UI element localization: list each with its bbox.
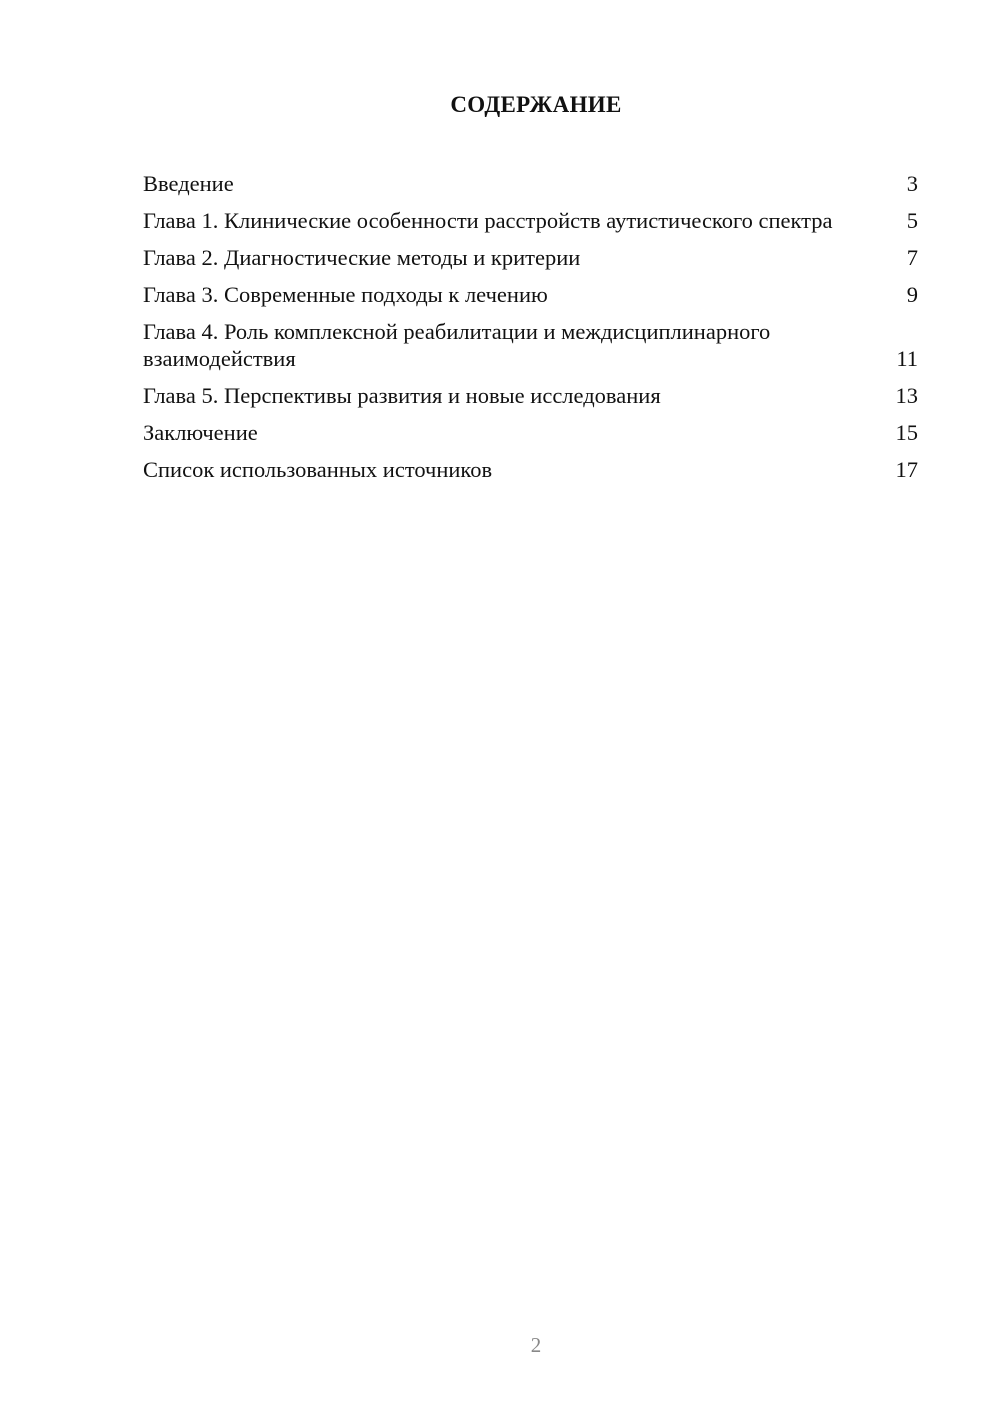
toc-entry-page: 13 [895, 383, 918, 408]
toc-entry-chapter-5 [143, 382, 918, 409]
toc-entry-chapter-4 [143, 318, 918, 372]
toc-entry-chapter-2 [143, 244, 918, 271]
toc-entry-title: Введение [143, 171, 234, 196]
toc-entry-page: 15 [895, 420, 918, 445]
toc-entry-title: Глава 3. Современные подходы к лечению [143, 282, 548, 307]
toc-entry-page: 3 [906, 171, 918, 196]
page-title: СОДЕРЖАНИЕ [450, 92, 622, 117]
toc-entry-page: 7 [906, 245, 918, 270]
toc-entry-page: 9 [906, 282, 918, 307]
page-number: 2 [530, 1333, 542, 1357]
table-of-contents [143, 170, 918, 493]
toc-entry-title: Заключение [143, 420, 258, 445]
toc-entry-title: Глава 5. Перспективы развития и новые исследования [143, 383, 661, 408]
toc-entry-references [143, 456, 918, 483]
toc-entry-title: Глава 4. Роль комплексной реабилитации и междисциплинарного взаимодействия [143, 319, 771, 371]
toc-entry-conclusion [143, 419, 918, 446]
toc-entry-page: 11 [896, 346, 918, 371]
toc-entry-introduction [143, 170, 918, 197]
toc-entry-page: 5 [906, 208, 918, 233]
toc-entry-chapter-1 [143, 207, 918, 234]
toc-entry-page: 17 [895, 457, 918, 482]
toc-entry-title: Список использованных источников [143, 457, 493, 482]
toc-entry-chapter-3 [143, 281, 918, 308]
toc-entry-title: Глава 1. Клинические особенности расстройств аутистического спектра [143, 208, 833, 233]
toc-entry-title: Глава 2. Диагностические методы и критерии [143, 245, 581, 270]
